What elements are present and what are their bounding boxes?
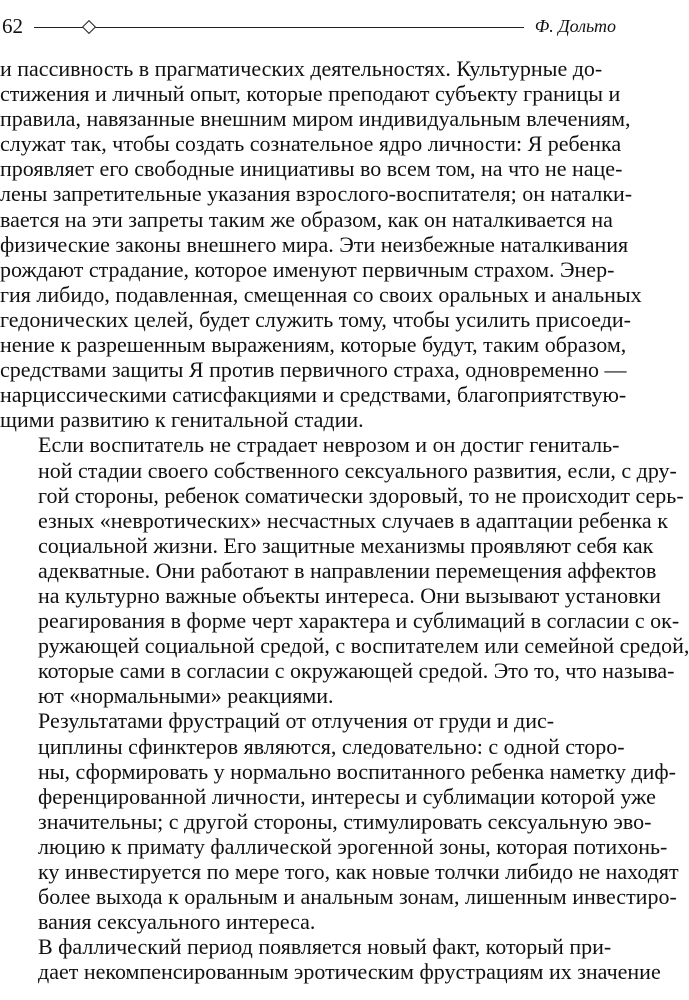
text-line: адекватные. Они работают в направлении перемещения аффектов	[38, 557, 657, 583]
paragraph-1	[0, 56, 642, 433]
text-line: ференцированной личности, интересы и сублимации которой уже	[38, 783, 656, 809]
paragraph-4	[0, 934, 661, 985]
text-line: вается на эти запреты таким же образом, как он наталкивается на	[0, 206, 613, 232]
header-diamond-ornament	[82, 20, 96, 34]
text-line: нение к разрешенным выражениям, которые будут, таким образом,	[0, 332, 627, 358]
text-line: стижения и личный опыт, которые преподают субъекту границы и	[0, 81, 621, 107]
text-line: ружающей социальной средой, с воспитателем или семейной средой,	[38, 633, 689, 659]
text-line: проявляет его свободные инициативы во всем том, на что не наце-	[0, 156, 623, 182]
text-line: В фаллический период появляется новый факт, который при-	[38, 934, 612, 960]
paragraph-2	[0, 432, 689, 709]
text-line: нарциссическими сатисфакциями и средствами, благоприятствую-	[0, 382, 627, 408]
text-line: на культурно важные объекты интереса. Они вызывают установки	[38, 582, 661, 608]
text-line: вания сексуального интереса.	[38, 909, 316, 935]
text-line: которые сами в согласии с окружающей средой. Это то, что называ-	[38, 658, 675, 684]
page-header	[0, 0, 620, 56]
text-line: физические законы внешнего мира. Эти неизбежные наталкивания	[0, 231, 629, 257]
text-line: щими развитию к генитальной стадии.	[0, 407, 364, 433]
text-line: езных «невротических» несчастных случаев в адаптации ребенка к	[38, 507, 668, 533]
text-line: лены запретительные указания взрослого-воспитателя; он наталки-	[0, 181, 633, 207]
text-line: ной стадии своего собственного сексуального развития, если, с дру-	[38, 457, 677, 483]
text-line: средствами защиты Я против первичного страха, одновременно —	[0, 357, 627, 383]
paragraph-3	[0, 708, 679, 935]
text-line: гой стороны, ребенок соматически здоровый, то не происходит серь-	[38, 482, 684, 508]
text-line: гия либидо, подавленная, смещенная со своих оральных и анальных	[0, 281, 642, 307]
text-line: социальной жизни. Его защитные механизмы проявляют себя как	[38, 532, 654, 558]
body-text	[0, 56, 689, 985]
text-line: люцию к примату фаллической эрогенной зоны, которая потихонь-	[38, 833, 668, 859]
text-line: ют «нормальными» реакциями.	[38, 683, 334, 709]
text-line: реагирования в форме черт характера и сублимаций в согласии с ок-	[38, 608, 680, 634]
text-line: более выхода к оральным и анальным зонам, лишенным инвестиро-	[38, 884, 677, 910]
text-line: циплины сфинктеров являются, следовательно: с одной сторо-	[38, 733, 625, 759]
header-rule	[34, 27, 524, 28]
text-line: рождают страдание, которое именуют первичным страхом. Энер-	[0, 256, 615, 282]
page-number: 62	[2, 14, 23, 38]
text-line: гедонических целей, будет служить тому, чтобы усилить присоеди-	[0, 306, 631, 332]
text-line: правила, навязанные внешним миром индивидуальным влечениям,	[0, 106, 631, 132]
text-line: Если воспитатель не страдает неврозом и он достиг гениталь-	[38, 432, 620, 458]
text-line: дает некомпенсированным эротическим фрустрациям их значение	[38, 959, 661, 985]
text-line: ны, сформировать у нормально воспитанного ребенка наметку диф-	[38, 758, 676, 784]
text-line: Результатами фрустраций от отлучения от груди и дис-	[38, 708, 555, 734]
text-line: служат так, чтобы создать сознательное ядро личности: Я ребенка	[0, 131, 622, 157]
running-author: Ф. Дольто	[534, 16, 616, 36]
text-line: ку инвестируется по мере того, как новые толчки либидо не находят	[38, 859, 679, 884]
text-line: значительны; с другой стороны, стимулировать сексуальную эво-	[38, 808, 652, 834]
text-line: и пассивность в прагматических деятельностях. Культурные до-	[0, 56, 603, 81]
